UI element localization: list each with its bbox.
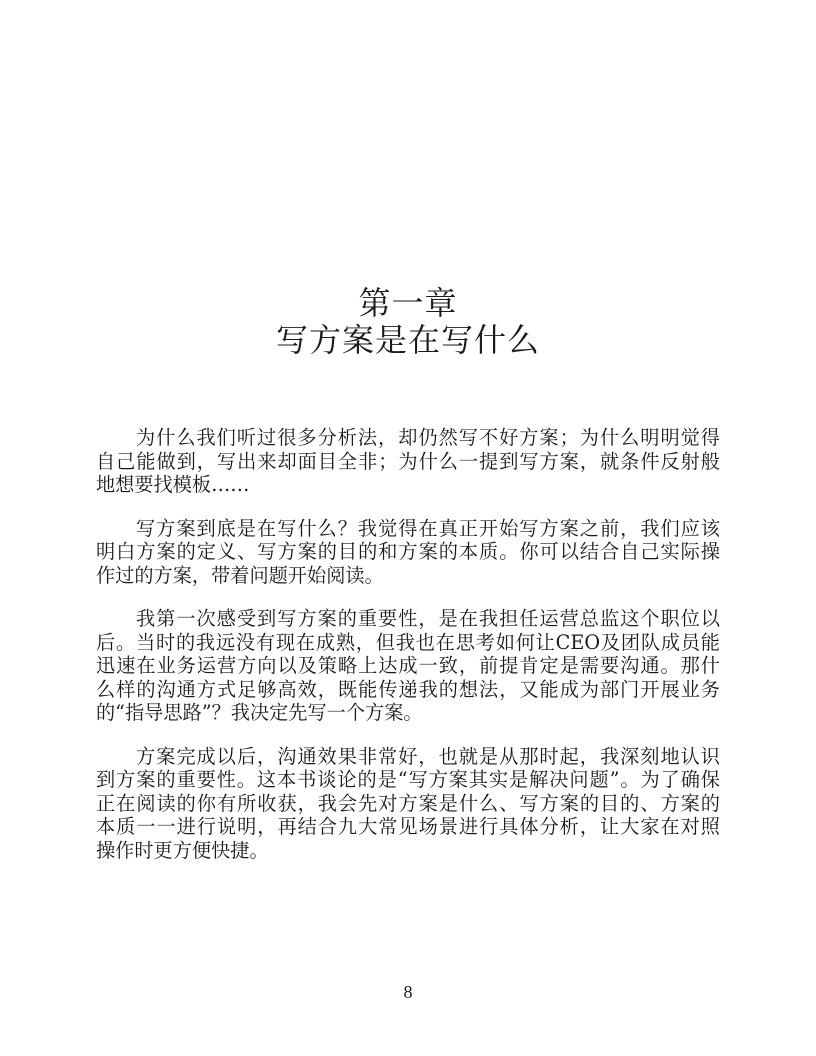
page-number: 8: [403, 982, 413, 1002]
paragraph-line: 作过的方案，带着问题开始阅读。: [96, 563, 384, 587]
paragraph-line: 方案完成以后，沟通效果非常好，也就是从那时起，我深刻地认识: [136, 744, 720, 768]
paragraph-line: 正在阅读的你有所收获，我会先对方案是什么、写方案的目的、方案的: [96, 791, 720, 815]
paragraph-2: [96, 517, 720, 588]
chapter-title: 写方案是在写什么: [275, 321, 540, 359]
paragraph-line: 么样的沟通方式足够高效，既能传递我的想法，又能成为部门开展业务: [96, 677, 720, 701]
paragraph-line: 我第一次感受到写方案的重要性，是在我担任运营总监这个职位以: [136, 607, 720, 630]
paragraph-line: 本质一一进行说明，再结合九大常见场景进行具体分析，让大家在对照: [96, 815, 720, 838]
paragraph-line: 到方案的重要性。这本书谈论的是“写方案其实是解决问题”。为了确保: [96, 768, 720, 791]
paragraph-line: 的“指导思路”？我决定先写一个方案。: [96, 701, 423, 724]
paragraph-3: [96, 607, 720, 725]
body-text: [96, 426, 720, 882]
chapter-number: 第一章: [358, 284, 458, 322]
paragraph-line: 后。当时的我远没有现在成熟，但我也在思考如何让CEO及团队成员能: [96, 630, 720, 654]
paragraph-line: 操作时更方便快捷。: [96, 838, 269, 862]
paragraph-line: 地想要找模板……: [96, 473, 250, 496]
paragraph-line: 明白方案的定义、写方案的目的和方案的本质。你可以结合自己实际操: [96, 540, 720, 563]
paragraph-line: 自己能做到，写出来却面目全非；为什么一提到写方案，就条件反射般: [96, 449, 720, 473]
paragraph-1: [96, 426, 720, 497]
paragraph-4: [96, 745, 720, 863]
paragraph-line: 写方案到底是在写什么？我觉得在真正开始写方案之前，我们应该: [136, 516, 720, 540]
paragraph-line: 迅速在业务运营方向以及策略上达成一致，前提肯定是需要沟通。那什: [96, 654, 720, 677]
paragraph-line: 为什么我们听过很多分析法，却仍然写不好方案；为什么明明觉得: [136, 426, 720, 449]
